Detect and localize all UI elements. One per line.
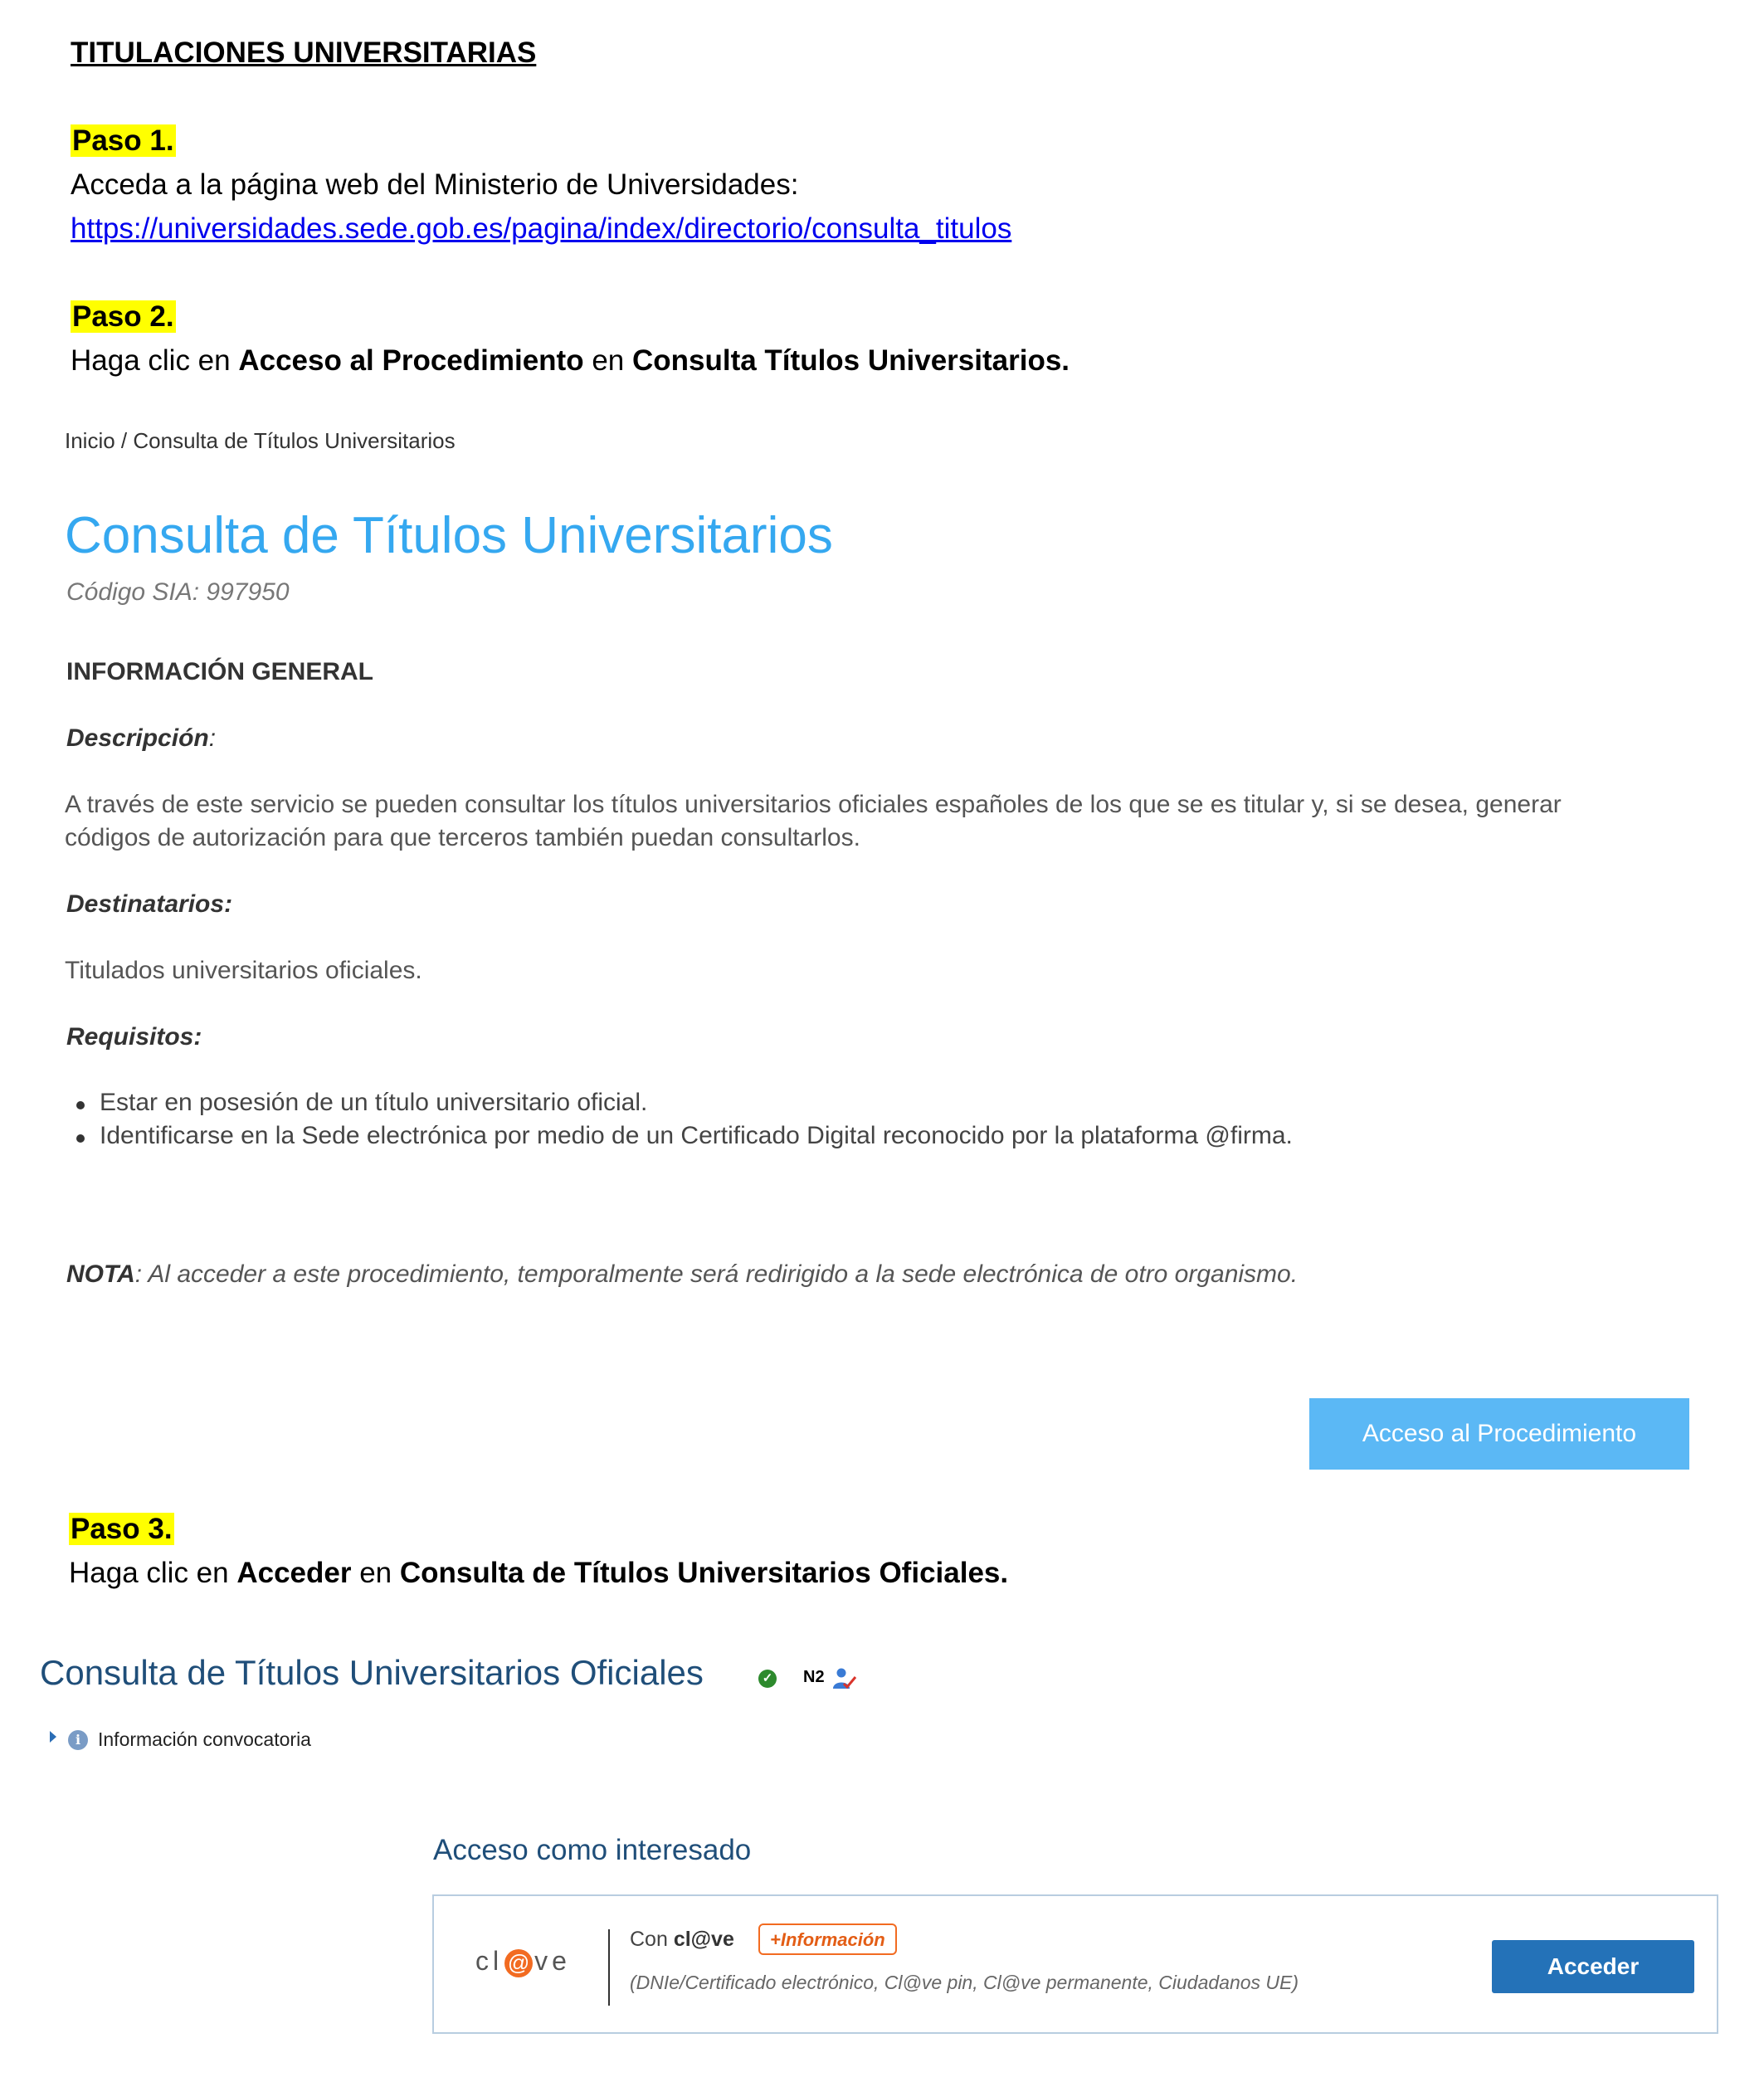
expand-triangle-icon[interactable] xyxy=(50,1731,56,1743)
page-title: Consulta de Títulos Universitarios xyxy=(65,507,833,564)
requisitos-list xyxy=(65,1089,1293,1155)
informacion-convocatoria-link[interactable]: Información convocatoria xyxy=(98,1728,311,1750)
descripcion-heading xyxy=(66,724,216,753)
step2-bold-a: Acceso al Procedimiento xyxy=(238,344,584,377)
divider xyxy=(608,1929,610,2006)
step3-highlight: Paso 3. xyxy=(71,1513,173,1545)
step3-text-a: Haga clic en xyxy=(69,1557,237,1589)
access-heading: Acceso como interesado xyxy=(433,1834,752,1866)
acceder-button[interactable]: Acceder xyxy=(1492,1940,1694,1993)
clave-at-icon: @ xyxy=(504,1949,533,1977)
nota-text: : Al acceder a este procedimiento, temporalmente será redirigido a la sede electrónica de otro organismo. xyxy=(134,1260,1299,1288)
mas-informacion-button[interactable]: +Información xyxy=(758,1923,897,1955)
descripcion-colon: : xyxy=(208,724,217,752)
info-icon: i xyxy=(68,1730,88,1750)
descripcion-line2: códigos de autorización para que terceros también puedan consultarlos. xyxy=(65,824,860,851)
destinatarios-text: Titulados universitarios oficiales. xyxy=(65,957,422,984)
clave-logo: cl @ ve xyxy=(475,1946,571,1976)
acceso-procedimiento-button[interactable]: Acceso al Procedimiento xyxy=(1309,1398,1689,1470)
nota-label: NOTA xyxy=(66,1260,135,1288)
step3-bold-b: Consulta de Títulos Universitarios Oficiales. xyxy=(399,1557,1009,1589)
step3-text-b: en xyxy=(351,1557,400,1589)
breadcrumb[interactable]: Inicio / Consulta de Títulos Universitarios xyxy=(65,428,456,453)
section-heading: INFORMACIÓN GENERAL xyxy=(66,658,373,685)
step3-label xyxy=(69,1513,174,1546)
list-item: Identificarse en la Sede electrónica por medio de un Certificado Digital reconocido por la plataforma @firma. xyxy=(65,1122,1293,1155)
destinatarios-label: Destinatarios: xyxy=(66,890,233,918)
clave-access-card xyxy=(432,1894,1718,2034)
step1-url-line xyxy=(71,212,1011,246)
step2-text xyxy=(71,344,1070,378)
step1-text: Acceda a la página web del Ministerio de Universidades: xyxy=(71,168,799,201)
consulta-page-title: Consulta de Títulos Universitarios Oficiales xyxy=(40,1653,704,1692)
step2-highlight: Paso 2. xyxy=(72,300,174,333)
step3-bold-a: Acceder xyxy=(236,1557,352,1589)
nota xyxy=(66,1260,1298,1289)
step2-bold-b: Consulta Títulos Universitarios. xyxy=(631,344,1070,377)
check-circle-icon: ✓ xyxy=(758,1670,777,1688)
step3-text xyxy=(69,1557,1008,1590)
ministerio-link[interactable]: https://universidades.sede.gob.es/pagina/index/directorio/consulta_titulos xyxy=(71,212,1012,245)
descripcion-label: Descripción xyxy=(66,724,209,752)
person-check-icon xyxy=(832,1667,857,1690)
step2-label xyxy=(71,300,176,334)
list-item: Estar en posesión de un título universitario oficial. xyxy=(65,1089,1293,1122)
con-clave-label: Con cl@ve xyxy=(630,1928,734,1951)
step2-text-a: Haga clic en xyxy=(71,344,239,377)
level-badge: N2 xyxy=(803,1668,825,1686)
clave-description: (DNIe/Certificado electrónico, Cl@ve pin, Cl@ve permanente, Ciudadanos UE) xyxy=(630,1972,1299,1993)
step1-highlight: Paso 1. xyxy=(72,124,174,157)
step2-text-b: en xyxy=(583,344,632,377)
sia-code: Código SIA: 997950 xyxy=(66,578,290,606)
step1-label xyxy=(71,124,176,158)
descripcion-line1: A través de este servicio se pueden consultar los títulos universitarios oficiales españoles de los que se es titular y, si se desea, generar xyxy=(65,791,1562,818)
document-title: TITULACIONES UNIVERSITARIAS xyxy=(71,37,537,69)
requisitos-label: Requisitos: xyxy=(66,1023,202,1051)
